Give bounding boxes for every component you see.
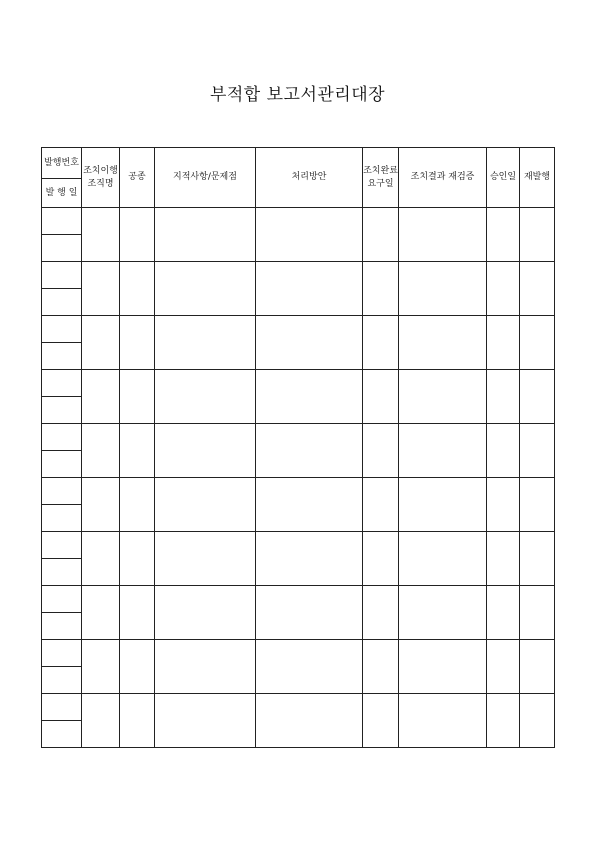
ledger-record-row: [42, 208, 555, 235]
ledger-record-row: [42, 586, 555, 613]
cell-issue-no[interactable]: [42, 424, 82, 451]
cell-requester[interactable]: [82, 316, 120, 370]
cell-trade[interactable]: [120, 478, 155, 532]
page-title: 부적합 보고서관리대장: [209, 85, 386, 105]
cell-finding[interactable]: [155, 694, 256, 748]
cell-issue-no[interactable]: [42, 316, 82, 343]
cell-issue-no[interactable]: [42, 478, 82, 505]
nonconformance-ledger-table: [41, 147, 555, 748]
cell-finding[interactable]: [155, 640, 256, 694]
cell-approval-date[interactable]: [487, 370, 520, 424]
cell-reissue[interactable]: [520, 586, 555, 640]
header-requester-line1: 조치이행: [83, 165, 118, 176]
header-issue-date: 발 행 일: [42, 179, 82, 208]
cell-finding[interactable]: [155, 316, 256, 370]
cell-requester[interactable]: [82, 424, 120, 478]
cell-approval-date[interactable]: [487, 262, 520, 316]
cell-finding[interactable]: [155, 424, 256, 478]
ledger-record-row: [42, 424, 555, 451]
cell-reissue[interactable]: [520, 370, 555, 424]
cell-disposition[interactable]: [256, 478, 363, 532]
ledger-record-row: [42, 478, 555, 505]
cell-result[interactable]: [399, 478, 487, 532]
cell-disposition[interactable]: [256, 586, 363, 640]
cell-disposition[interactable]: [256, 370, 363, 424]
cell-reissue[interactable]: [520, 424, 555, 478]
cell-reissue[interactable]: [520, 316, 555, 370]
cell-reissue[interactable]: [520, 478, 555, 532]
header-due-line1: 조치완료: [363, 165, 398, 176]
ledger-record-row: [42, 370, 555, 397]
cell-result[interactable]: [399, 532, 487, 586]
cell-trade[interactable]: [120, 586, 155, 640]
cell-reissue[interactable]: [520, 640, 555, 694]
cell-disposition[interactable]: [256, 532, 363, 586]
cell-issue-date[interactable]: [42, 397, 82, 424]
cell-trade[interactable]: [120, 208, 155, 262]
ledger-record-row: [42, 532, 555, 559]
cell-issue-date[interactable]: [42, 667, 82, 694]
cell-requester[interactable]: [82, 586, 120, 640]
cell-requester[interactable]: [82, 262, 120, 316]
ledger-record-row: [42, 316, 555, 343]
cell-result[interactable]: [399, 424, 487, 478]
header-approval-date: 승인일: [487, 148, 520, 208]
cell-finding[interactable]: [155, 532, 256, 586]
cell-result[interactable]: [399, 370, 487, 424]
cell-disposition[interactable]: [256, 262, 363, 316]
cell-reissue[interactable]: [520, 694, 555, 748]
cell-due-date[interactable]: [363, 424, 399, 478]
cell-approval-date[interactable]: [487, 586, 520, 640]
cell-requester[interactable]: [82, 640, 120, 694]
cell-due-date[interactable]: [363, 586, 399, 640]
cell-result[interactable]: [399, 208, 487, 262]
cell-issue-no[interactable]: [42, 532, 82, 559]
ledger-record-row: [42, 262, 555, 289]
cell-trade[interactable]: [120, 424, 155, 478]
cell-issue-date[interactable]: [42, 451, 82, 478]
header-due-line2: 요구일: [367, 178, 394, 189]
cell-requester[interactable]: [82, 694, 120, 748]
cell-due-date[interactable]: [363, 532, 399, 586]
cell-reissue[interactable]: [520, 208, 555, 262]
cell-finding[interactable]: [155, 262, 256, 316]
cell-disposition[interactable]: [256, 424, 363, 478]
cell-result[interactable]: [399, 262, 487, 316]
cell-result[interactable]: [399, 694, 487, 748]
cell-approval-date[interactable]: [487, 694, 520, 748]
cell-issue-no[interactable]: [42, 640, 82, 667]
cell-finding[interactable]: [155, 478, 256, 532]
header-finding: 지적사항/문제점: [155, 148, 256, 208]
cell-approval-date[interactable]: [487, 316, 520, 370]
cell-due-date[interactable]: [363, 640, 399, 694]
ledger-body: [42, 208, 555, 748]
cell-due-date[interactable]: [363, 208, 399, 262]
cell-trade[interactable]: [120, 370, 155, 424]
cell-finding[interactable]: [155, 586, 256, 640]
cell-requester[interactable]: [82, 532, 120, 586]
cell-reissue[interactable]: [520, 262, 555, 316]
cell-issue-date[interactable]: [42, 721, 82, 748]
cell-issue-date[interactable]: [42, 505, 82, 532]
cell-disposition[interactable]: [256, 694, 363, 748]
cell-trade[interactable]: [120, 532, 155, 586]
cell-approval-date[interactable]: [487, 640, 520, 694]
cell-finding[interactable]: [155, 208, 256, 262]
cell-approval-date[interactable]: [487, 424, 520, 478]
cell-issue-date[interactable]: [42, 613, 82, 640]
cell-result[interactable]: [399, 316, 487, 370]
header-due-date: [363, 148, 399, 208]
ledger-record-row: [42, 640, 555, 667]
cell-trade[interactable]: [120, 694, 155, 748]
cell-requester[interactable]: [82, 478, 120, 532]
cell-due-date[interactable]: [363, 478, 399, 532]
header-disposition: 처리방안: [256, 148, 363, 208]
cell-result[interactable]: [399, 586, 487, 640]
cell-disposition[interactable]: [256, 316, 363, 370]
cell-due-date[interactable]: [363, 316, 399, 370]
header-trade: 공종: [120, 148, 155, 208]
cell-trade[interactable]: [120, 262, 155, 316]
ledger-record-row: [42, 694, 555, 721]
cell-due-date[interactable]: [363, 262, 399, 316]
cell-issue-no[interactable]: [42, 208, 82, 235]
cell-approval-date[interactable]: [487, 208, 520, 262]
cell-issue-date[interactable]: [42, 235, 82, 262]
cell-issue-no[interactable]: [42, 370, 82, 397]
header-issue-no: 발행번호: [42, 148, 82, 179]
cell-issue-no[interactable]: [42, 262, 82, 289]
cell-requester[interactable]: [82, 370, 120, 424]
cell-approval-date[interactable]: [487, 532, 520, 586]
cell-due-date[interactable]: [363, 370, 399, 424]
cell-result[interactable]: [399, 640, 487, 694]
cell-trade[interactable]: [120, 316, 155, 370]
cell-due-date[interactable]: [363, 694, 399, 748]
header-result: 조치결과 재검증: [399, 148, 487, 208]
header-reissue: 재발행: [520, 148, 555, 208]
cell-reissue[interactable]: [520, 532, 555, 586]
header-requester: [82, 148, 120, 208]
header-requester-line2: 조직명: [87, 178, 114, 189]
cell-disposition[interactable]: [256, 640, 363, 694]
cell-approval-date[interactable]: [487, 478, 520, 532]
cell-issue-date[interactable]: [42, 289, 82, 316]
cell-finding[interactable]: [155, 370, 256, 424]
cell-disposition[interactable]: [256, 208, 363, 262]
cell-issue-date[interactable]: [42, 559, 82, 586]
cell-issue-date[interactable]: [42, 343, 82, 370]
cell-issue-no[interactable]: [42, 694, 82, 721]
cell-requester[interactable]: [82, 208, 120, 262]
cell-trade[interactable]: [120, 640, 155, 694]
cell-issue-no[interactable]: [42, 586, 82, 613]
